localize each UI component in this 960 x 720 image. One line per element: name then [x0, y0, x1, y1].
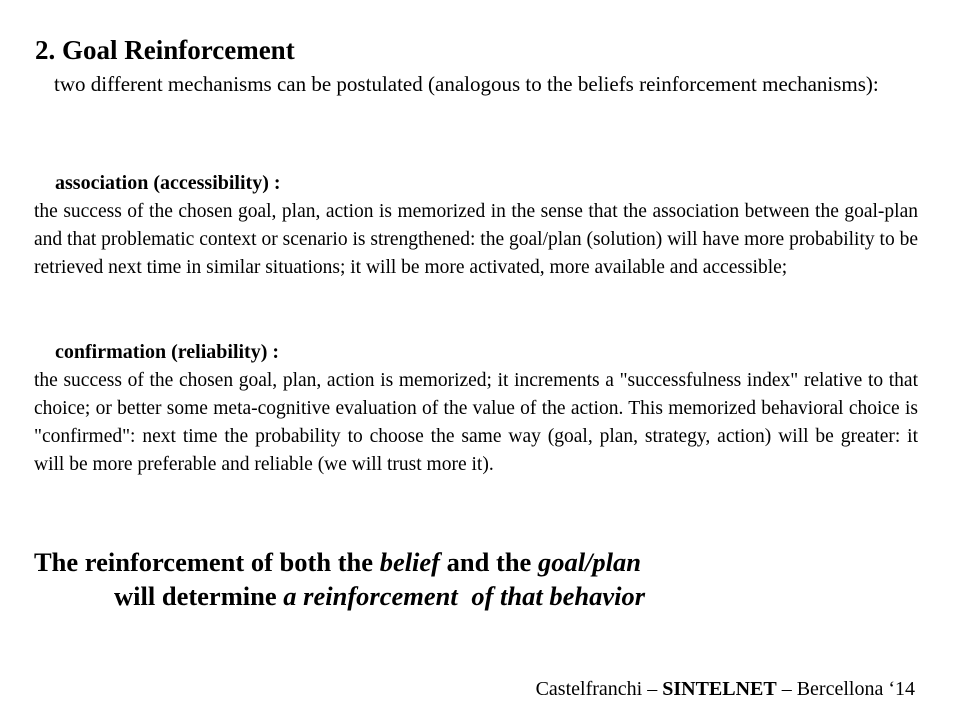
- slide-title: 2. Goal Reinforcement: [35, 35, 295, 65]
- association-heading: association (accessibility) :: [55, 172, 281, 194]
- conclusion-behavior: of that behavior: [471, 581, 646, 611]
- conclusion-goal-plan: goal/plan: [537, 547, 642, 577]
- conclusion-line-2: [114, 579, 960, 613]
- conclusion-text-c: will determine: [114, 581, 284, 611]
- footer-project: SINTELNET: [662, 678, 777, 700]
- footer: [536, 675, 915, 703]
- confirmation-text: the success of the chosen goal, plan, action is memorized; it increments a "successfulness index" relative to that choice; or better some meta-cognitive evaluation of the value of the action. This memorized behavioral choice is "confirmed": next time the probability to choose the same way (goal, plan, strategy, action) will be greater: it will be more preferable and reliable (we will trust more it).: [34, 370, 918, 475]
- footer-author: Castelfranchi: [535, 678, 643, 700]
- footer-event: Bercellona ‘14: [796, 678, 915, 700]
- confirmation-heading: confirmation (reliability) :: [55, 341, 280, 363]
- conclusion-line-1: [34, 545, 924, 579]
- footer-separator-2: –: [776, 678, 797, 700]
- conclusion-text-a: The reinforcement of both the: [34, 547, 380, 577]
- conclusion-reinforcement: a reinforcement: [283, 581, 458, 611]
- association-text: the success of the chosen goal, plan, action is memorized in the sense that the association between the goal-plan and that problematic context or scenario is strengthened: the goal/plan (solution) will have more probability to be retrieved next time in similar situations; it will be more activated, more available and accessible;: [34, 201, 918, 278]
- intro-text: two different mechanisms can be postulated (analogous to the beliefs reinforcement mechanisms):: [54, 72, 879, 96]
- conclusion-text-b: and the: [440, 547, 538, 577]
- footer-separator: –: [642, 678, 663, 700]
- conclusion-belief: belief: [379, 547, 441, 577]
